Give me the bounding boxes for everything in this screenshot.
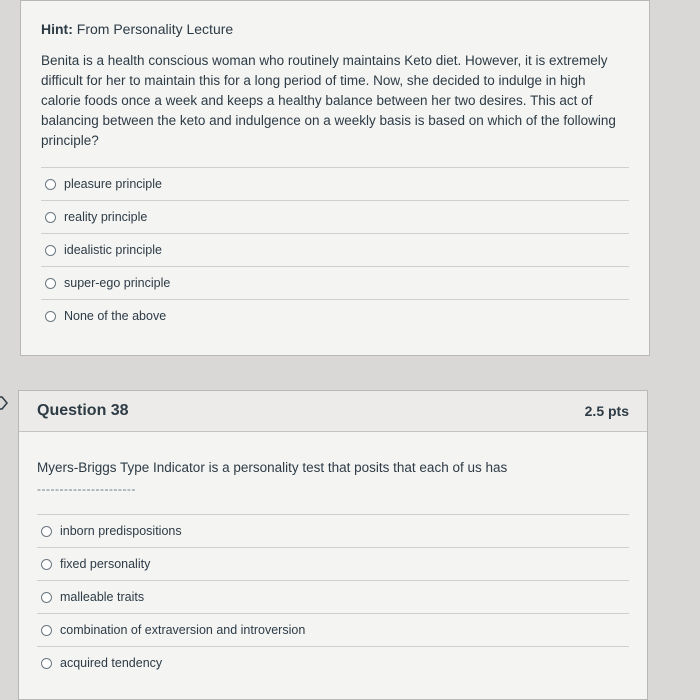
- answer-label: inborn predispositions: [60, 524, 182, 538]
- answer-label: idealistic principle: [64, 243, 162, 257]
- question-38-card: [18, 390, 648, 700]
- radio-button[interactable]: [41, 526, 52, 537]
- answer-label: None of the above: [64, 309, 167, 323]
- radio-button[interactable]: [45, 179, 56, 190]
- radio-button[interactable]: [45, 212, 56, 223]
- radio-button[interactable]: [41, 592, 52, 603]
- hint-label: Hint:: [41, 21, 73, 37]
- answer-label: pleasure principle: [64, 177, 162, 191]
- radio-button[interactable]: [41, 658, 52, 669]
- question-flag-icon[interactable]: [0, 396, 8, 410]
- radio-button[interactable]: [41, 625, 52, 636]
- answer-label: super-ego principle: [64, 276, 171, 290]
- answer-label: combination of extraversion and introversion: [60, 623, 306, 637]
- answer-idealistic-principle[interactable]: [41, 234, 629, 267]
- question-37-text: Benita is a health conscious woman who routinely maintains Keto diet. However, it is extremely difficult for her to maintain this for a long period of time. Now, she decided to indulge in high calorie foods once a week and keeps a healthy balance between her two desires. This act of balancing between the keto and indulgence on a weekly basis is based on which of the following principle?: [41, 53, 616, 148]
- answer-label: malleable traits: [60, 590, 145, 604]
- answer-reality-principle[interactable]: [41, 201, 629, 234]
- question-37-card: [20, 0, 650, 356]
- question-38-answers: [37, 514, 629, 679]
- question-38-header: [19, 391, 647, 432]
- answer-label: reality principle: [64, 210, 148, 224]
- radio-button[interactable]: [45, 311, 56, 322]
- question-title: Question 38: [37, 402, 129, 419]
- answer-acquired-tendency[interactable]: [37, 647, 629, 679]
- hint-text: From Personality Lecture: [76, 21, 234, 37]
- radio-button[interactable]: [45, 278, 56, 289]
- question-38-body: [19, 432, 647, 679]
- question-37-answers: [41, 167, 629, 332]
- answer-label: acquired tendency: [60, 656, 163, 670]
- answer-super-ego-principle[interactable]: [41, 267, 629, 300]
- answer-none-of-the-above[interactable]: [41, 300, 629, 332]
- answer-malleable-traits[interactable]: [37, 581, 629, 614]
- answer-inborn-predispositions[interactable]: [37, 515, 629, 548]
- radio-button[interactable]: [45, 245, 56, 256]
- answer-combination-extraversion-introversion[interactable]: [37, 614, 629, 647]
- question-38-text: Myers-Briggs Type Indicator is a personality test that posits that each of us has: [37, 460, 508, 475]
- answer-fixed-personality[interactable]: [37, 548, 629, 581]
- question-37-body: [21, 1, 649, 332]
- radio-button[interactable]: [41, 559, 52, 570]
- question-points: 2.5 pts: [584, 403, 629, 419]
- answer-label: fixed personality: [60, 557, 151, 571]
- answer-pleasure-principle[interactable]: [41, 168, 629, 201]
- fill-in-blank: ----------------------: [37, 482, 136, 496]
- hint: [41, 21, 629, 37]
